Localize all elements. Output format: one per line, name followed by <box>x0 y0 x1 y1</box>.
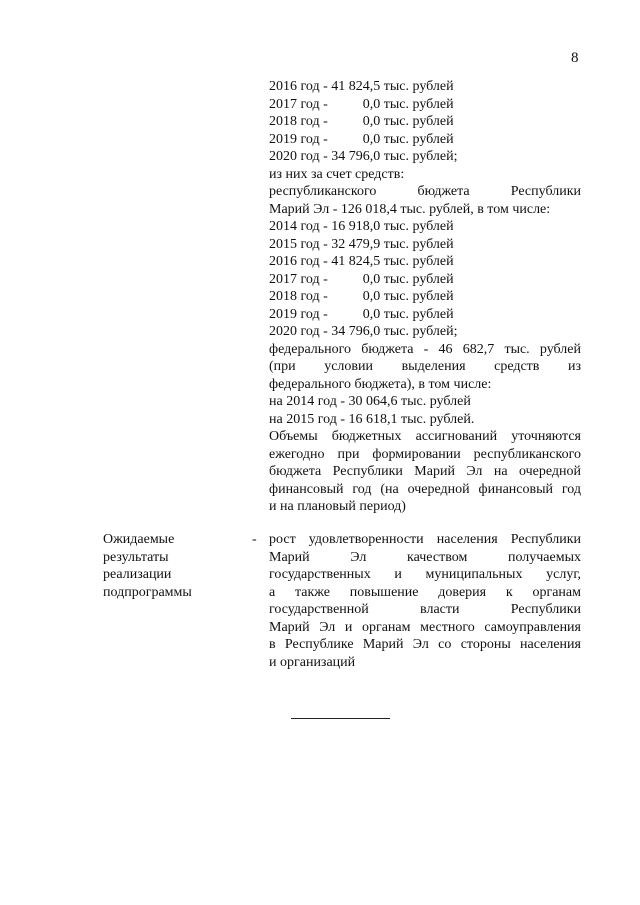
funding-line: 2017 год - 0,0 тыс. рублей <box>269 271 454 287</box>
funding-line: 2020 год - 34 796,0 тыс. рублей; <box>269 324 458 339</box>
funding-line: ежегодно при формировании республиканского <box>269 446 581 462</box>
funding-line: 2019 год - 0,0 тыс. рублей <box>269 131 454 147</box>
funding-line: финансовый год (на очередной финансовый год <box>269 481 581 497</box>
funding-line: бюджета Республики Марий Эл на очередной <box>269 464 581 479</box>
results-line: государственных и муниципальных услуг, <box>269 567 581 582</box>
funding-line: 2019 год - 0,0 тыс. рублей <box>269 306 454 322</box>
funding-line: 2015 год - 32 479,9 тыс. рублей <box>269 236 454 252</box>
funding-line: республиканского бюджета Республики <box>269 184 581 199</box>
results-line: а также повышение доверия к органам <box>269 584 581 600</box>
label-line: Ожидаемые <box>103 532 175 547</box>
expected-results-text <box>269 531 581 671</box>
funding-line: федерального бюджета), в том числе: <box>269 376 492 392</box>
separator-dash: - <box>252 532 257 547</box>
results-line: государственной власти Республики <box>269 602 581 617</box>
funding-line: 2014 год - 16 918,0 тыс. рублей <box>269 219 454 234</box>
funding-line: 2016 год - 41 824,5 тыс. рублей <box>269 79 454 94</box>
funding-line: Марий Эл - 126 018,4 тыс. рублей, в том числе: <box>269 201 551 217</box>
funding-line: 2016 год - 41 824,5 тыс. рублей <box>269 254 454 269</box>
results-line: рост удовлетворенности населения Республики <box>269 532 581 547</box>
expected-results-label <box>103 531 253 601</box>
funding-line: 2018 год - 0,0 тыс. рублей <box>269 289 454 304</box>
label-line: подпрограммы <box>103 584 192 600</box>
funding-line: федерального бюджета - 46 682,7 тыс. рублей <box>269 341 581 357</box>
funding-line: (при условии выделения средств из <box>269 359 581 374</box>
results-line: Марий Эл качеством получаемых <box>269 549 581 565</box>
results-line: и организаций <box>269 654 356 670</box>
funding-line: 2020 год - 34 796,0 тыс. рублей; <box>269 149 458 164</box>
funding-block <box>269 78 581 516</box>
funding-line: 2018 год - 0,0 тыс. рублей <box>269 114 454 129</box>
funding-line: на 2014 год - 30 064,6 тыс. рублей <box>269 394 471 409</box>
label-line: реализации <box>103 567 172 582</box>
funding-line: из них за счет средств: <box>269 166 405 182</box>
label-line: результаты <box>103 549 169 565</box>
results-line: Марий Эл и органам местного самоуправления <box>269 619 581 635</box>
funding-line: на 2015 год - 16 618,1 тыс. рублей. <box>269 411 475 427</box>
results-line: в Республике Марий Эл со стороны населения <box>269 637 581 652</box>
page-number: 8 <box>571 50 579 66</box>
end-rule <box>291 718 390 719</box>
funding-line: и на плановый период) <box>269 499 406 514</box>
funding-line: 2017 год - 0,0 тыс. рублей <box>269 96 454 112</box>
funding-line: Объемы бюджетных ассигнований уточняются <box>269 429 581 444</box>
